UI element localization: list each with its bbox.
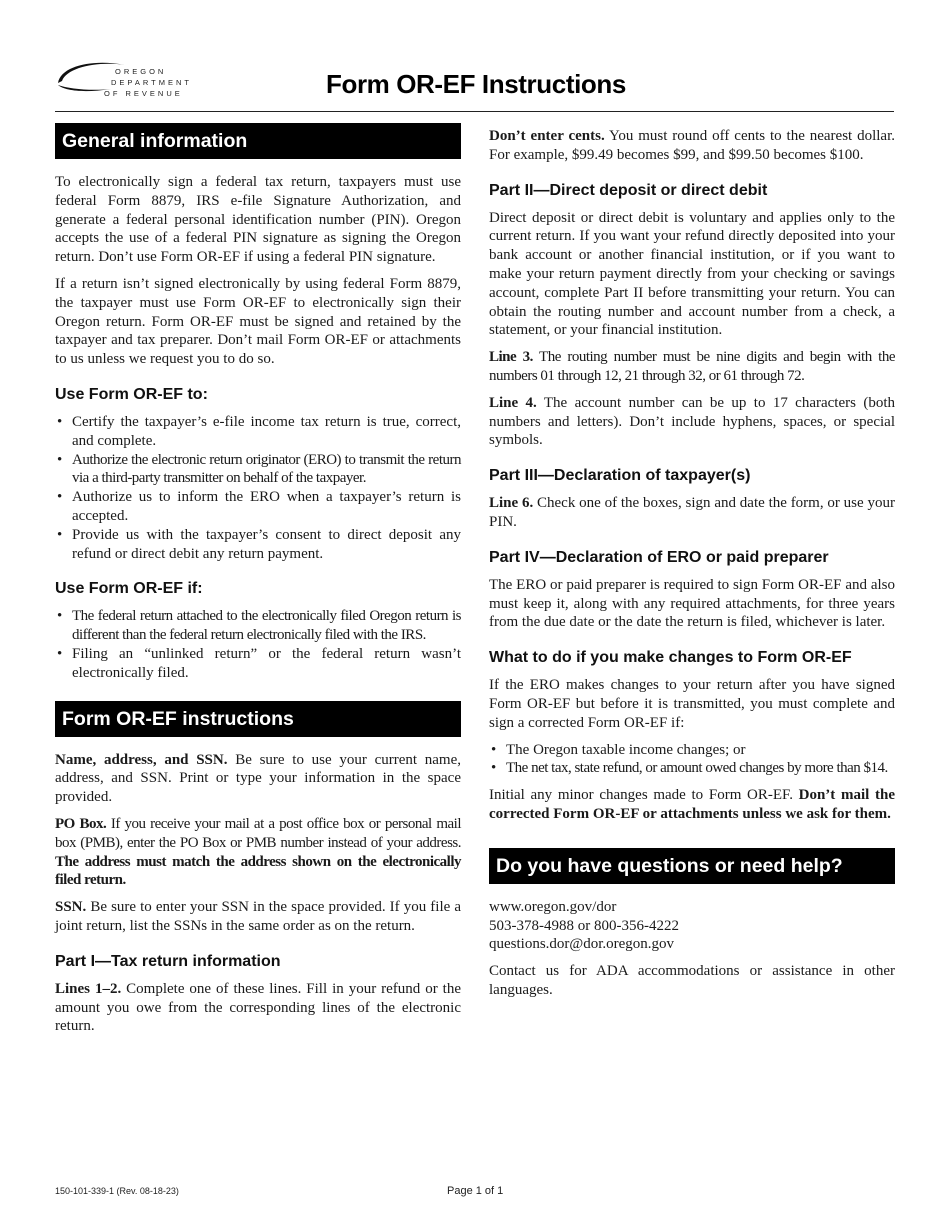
changes-closing-paragraph [489, 786, 895, 824]
general-info-paragraph-2: If a return isn’t signed electronically by using federal Form 8879, the taxpayer must use Form OR-EF to electronically sign their Oregon return. Form OR-EF must be signed and retained by the taxpayer and tax preparer. Don’t mail Form OR-EF or attachments to us unless we request you to do so. [55, 275, 461, 368]
form-instructions-heading: Form OR-EF instructions [55, 701, 461, 737]
line-3-lead: Line 3. [489, 349, 533, 366]
general-info-paragraph-1: To electronically sign a federal tax return, taxpayers must use federal Form 8879, IRS e-file Signature Authorization, and generate a federal personal identification number (PIN). Oregon accepts the use of a federal PIN signature as signing the Oregon return. Don’t use Form OR-EF if using a federal PIN signature. [55, 174, 461, 266]
use-form-if-heading: Use Form OR-EF if: [55, 580, 203, 598]
ssn-paragraph [55, 898, 461, 936]
list-item: • Authorize the electronic return originator (ERO) to transmit the return via a third-party transmitter on behalf of the taxpayer. [55, 451, 461, 489]
cents-lead: Don’t enter cents. [489, 128, 605, 144]
line-3-paragraph [489, 348, 895, 386]
email-link[interactable]: questions.dor@dor.oregon.gov [489, 936, 675, 953]
list-item: • The net tax, state refund, or amount owed changes by more than $14. [489, 759, 895, 778]
part-1-lead: Lines 1–2. [55, 980, 122, 997]
po-box-bold-text: The address must match the address shown on the electronically filed return. [55, 853, 461, 889]
page-number: Page 1 of 1 [447, 1185, 504, 1197]
ada-paragraph: Contact us for ADA accommodations or assistance in other languages. [489, 963, 895, 998]
changes-heading: What to do if you make changes to Form OR-EF [489, 649, 852, 667]
list-item: • Provide us with the taxpayer’s consent to direct deposit any refund or direct debit any return payment. [55, 526, 461, 564]
part-4-heading: Part IV—Declaration of ERO or paid preparer [489, 548, 829, 566]
ssn-text: Be sure to enter your SSN in the space provided. If you file a joint return, list the SSNs in the same order as on the return. [55, 899, 461, 934]
part-1-text: Complete one of these lines. Fill in your refund or the amount you owe from the corresponding lines of the electronic return. [55, 980, 461, 1035]
changes-list [489, 741, 895, 779]
part-2-paragraph: Direct deposit or direct debit is voluntary and applies only to the current return. If you want your refund directly deposited into your bank account or another financial institution, or if you want to make your return payment directly from your checking or savings account, complete Part II before transmitting your return. You can obtain the routing number and account number from a check, a statement, or your financial institution. [489, 209, 895, 339]
page-header [55, 55, 894, 112]
help-heading: Do you have questions or need help? [489, 848, 895, 884]
phone-numbers: 503-378-4988 or 800-356-4222 [489, 917, 679, 934]
website-link[interactable]: www.oregon.gov/dor [489, 898, 617, 915]
changes-closing-text: Initial any minor changes made to Form OR-EF. [489, 787, 799, 804]
list-item: • Certify the taxpayer’s e-file income tax return is true, correct, and complete. [55, 413, 461, 451]
right-column [489, 127, 895, 1008]
part-1-paragraph [55, 980, 461, 1036]
part-2-heading: Part II—Direct deposit or direct debit [489, 181, 768, 199]
use-form-to-list [55, 413, 461, 563]
po-box-lead: PO Box. [55, 815, 107, 832]
oregon-dor-logo [55, 57, 190, 103]
line-4-lead: Line 4. [489, 394, 537, 411]
logo-line-2: DEPARTMENT [111, 78, 192, 87]
page-title: Form OR-EF Instructions [326, 69, 626, 99]
line-6-paragraph [489, 494, 895, 532]
logo-line-1: OREGON [115, 67, 167, 76]
left-column [55, 123, 461, 1044]
part-4-paragraph: The ERO or paid preparer is required to sign Form OR-EF and also must keep it, along with any required attachments, for three years from the due date or the date the return is filed, whichever is later. [489, 576, 895, 631]
cents-paragraph [489, 127, 895, 165]
changes-paragraph: If the ERO makes changes to your return after you have signed Form OR-EF but before it is transmitted, you must complete and sign a corrected Form OR-EF if: [489, 677, 895, 731]
list-item: • Authorize us to inform the ERO when a taxpayer’s return is accepted. [55, 488, 461, 526]
list-item: • The Oregon taxable income changes; or [489, 741, 895, 760]
contact-block [489, 898, 895, 954]
name-address-ssn-lead: Name, address, and SSN. [55, 751, 228, 768]
po-box-text: If you receive your mail at a post office box or personal mail box (PMB), enter the PO Box or PMB number instead of your address. [55, 815, 461, 851]
logo-line-3: OF REVENUE [104, 89, 183, 98]
line-6-lead: Line 6. [489, 495, 534, 512]
use-form-to-heading: Use Form OR-EF to: [55, 385, 208, 403]
changes-closing-bold: Don’t mail the corrected Form OR-EF or attachments unless we ask for them. [489, 787, 895, 822]
name-address-ssn-paragraph [55, 751, 461, 807]
line-3-text: The routing number must be nine digits and begin with the numbers 01 through 12, 21 through 32, or 61 through 72. [489, 349, 895, 384]
ssn-lead: SSN. [55, 899, 87, 916]
form-number: 150-101-339-1 (Rev. 08-18-23) [55, 1186, 179, 1196]
line-4-paragraph [489, 394, 895, 450]
line-6-text: Check one of the boxes, sign and date the form, or use your PIN. [489, 495, 895, 530]
list-item: • The federal return attached to the electronically filed Oregon return is different than the federal return electronically filed with the IRS. [55, 607, 461, 645]
po-box-paragraph [55, 815, 461, 890]
name-address-ssn-text: Be sure to use your current name, address, and SSN. Print or type your information in the space provided. [55, 751, 461, 806]
cents-text: You must round off cents to the nearest dollar. For example, $99.49 becomes $99, and $99.50 becomes $100. [489, 128, 896, 163]
part-3-heading: Part III—Declaration of taxpayer(s) [489, 467, 751, 485]
list-item: • Filing an “unlinked return” or the federal return wasn’t electronically filed. [55, 645, 461, 683]
line-4-text: The account number can be up to 17 characters (both numbers and letters). Don’t include hyphens, spaces, or special symbols. [489, 394, 895, 449]
use-form-if-list [55, 607, 461, 682]
part-1-heading: Part I—Tax return information [55, 952, 281, 970]
general-information-heading: General information [55, 123, 461, 159]
